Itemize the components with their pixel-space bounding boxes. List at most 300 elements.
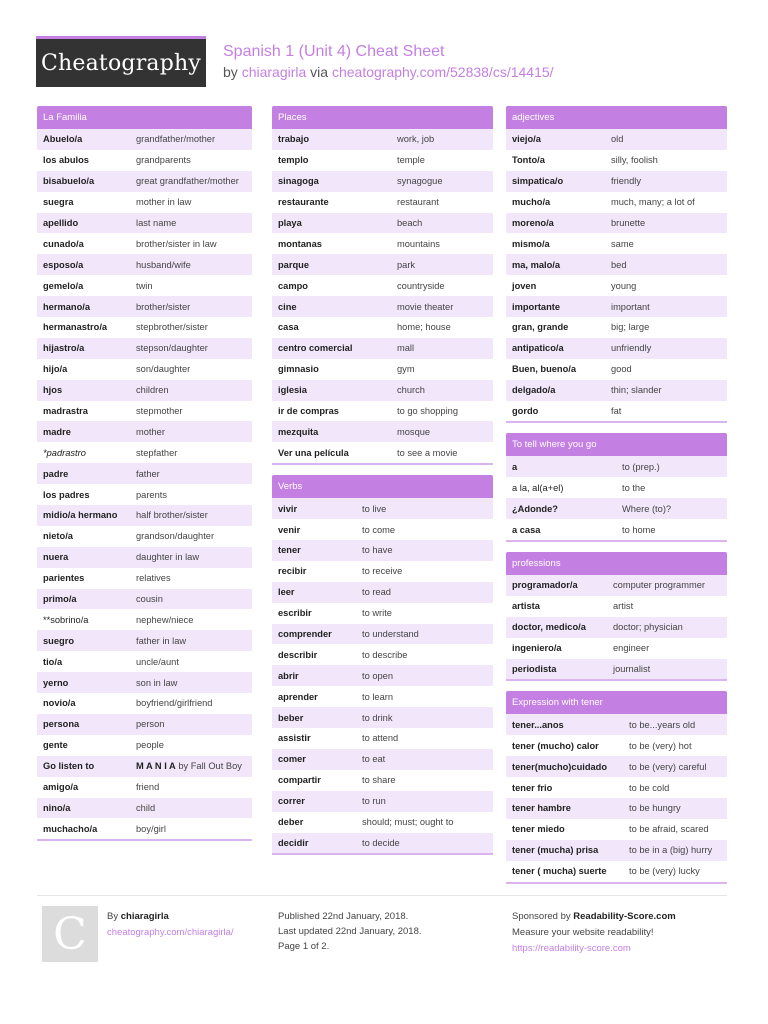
row-term: midio/a hermano — [43, 510, 118, 521]
table-row — [506, 861, 727, 882]
row-definition: to decide — [362, 837, 400, 848]
table-row — [37, 129, 252, 150]
row-definition: son/daughter — [136, 364, 191, 375]
table-row — [37, 589, 252, 610]
section-verbs — [272, 475, 493, 855]
table-row — [37, 484, 252, 505]
section-rows — [37, 129, 252, 839]
row-definition-bold: M A N I A — [136, 761, 176, 772]
table-row — [506, 213, 727, 234]
row-definition: home; house — [397, 322, 451, 333]
table-row — [506, 575, 727, 596]
table-row — [272, 749, 493, 770]
sponsor-link[interactable]: https://readability-score.com — [512, 943, 631, 954]
section-places — [272, 106, 493, 465]
row-definition: boyfriend/girlfriend — [136, 698, 213, 709]
table-row — [37, 547, 252, 568]
row-term: gemelo/a — [43, 280, 84, 291]
footer-dates — [278, 909, 422, 954]
row-term: tener(mucho)cuidado — [512, 761, 608, 772]
table-row — [506, 171, 727, 192]
table-row — [272, 421, 493, 442]
row-definition-rest: by Fall Out Boy — [175, 761, 242, 772]
row-term: tener miedo — [512, 824, 565, 835]
row-definition: stepfather — [136, 447, 178, 458]
page-title: Spanish 1 (Unit 4) Cheat Sheet — [223, 43, 445, 60]
row-term: tener frio — [512, 782, 553, 793]
row-term: mucho/a — [512, 197, 551, 208]
table-row — [272, 338, 493, 359]
row-term: yerno — [43, 677, 69, 688]
table-row — [272, 442, 493, 463]
row-term: leer — [278, 587, 295, 598]
row-term: gran, grande — [512, 322, 569, 333]
row-definition: synagogue — [397, 176, 443, 187]
row-definition: twin — [136, 280, 153, 291]
row-definition: brunette — [611, 218, 646, 228]
row-term: gente — [43, 740, 68, 751]
row-term: ir de compras — [278, 406, 339, 417]
row-definition: journalist — [613, 664, 651, 675]
row-term: artista — [512, 601, 540, 612]
table-row — [37, 693, 252, 714]
row-term: ma, malo/a — [512, 259, 561, 270]
row-definition: people — [136, 740, 164, 751]
section-rows — [506, 129, 727, 421]
row-definition: to have — [362, 545, 393, 556]
row-definition: great grandfather/mother — [136, 176, 239, 187]
table-row — [37, 317, 252, 338]
table-row — [506, 401, 727, 422]
row-definition: church — [397, 385, 425, 396]
table-row — [37, 756, 252, 777]
row-term: delgado/a — [512, 385, 556, 396]
table-row — [506, 477, 727, 498]
row-term: amigo/a — [43, 782, 79, 793]
row-term: **sobrino/a — [43, 614, 89, 625]
row-term: esposo/a — [43, 259, 84, 270]
row-definition: to read — [362, 587, 391, 598]
row-definition: to share — [362, 775, 396, 786]
table-row — [506, 317, 727, 338]
table-row — [506, 233, 727, 254]
row-definition: countryside — [397, 280, 445, 291]
row-term: Go listen to — [43, 761, 95, 772]
row-definition: same — [611, 238, 634, 249]
table-row — [37, 568, 252, 589]
row-definition: to understand — [362, 629, 419, 640]
row-term: persona — [43, 719, 80, 730]
row-definition: to be...years old — [629, 719, 696, 730]
row-definition: to (prep.) — [622, 461, 660, 472]
row-definition: bed — [611, 259, 627, 270]
table-row — [37, 526, 252, 547]
row-definition: to be (very) hot — [629, 740, 692, 751]
row-term: Ver una película — [278, 447, 349, 458]
table-row — [506, 735, 727, 756]
table-row — [37, 442, 252, 463]
footer-sponsored-by: Sponsored by — [512, 911, 571, 922]
row-definition: to see a movie — [397, 447, 458, 458]
row-term: correr — [278, 796, 305, 807]
row-definition: friend — [136, 782, 160, 793]
row-definition: work, job — [397, 134, 435, 145]
row-definition: half brother/sister — [136, 510, 208, 521]
row-term: abrir — [278, 670, 299, 681]
table-row — [506, 275, 727, 296]
row-term: tener — [278, 545, 301, 556]
table-row — [37, 630, 252, 651]
row-term: cunado/a — [43, 238, 84, 249]
table-row — [37, 213, 252, 234]
row-definition: much, many; a lot of — [611, 197, 695, 208]
row-term: novio/a — [43, 698, 76, 709]
row-term: deber — [278, 817, 304, 828]
section-title: Verbs — [272, 475, 493, 498]
row-definition: to the — [622, 482, 646, 493]
row-term: trabajo — [278, 134, 309, 145]
row-term: periodista — [512, 664, 557, 675]
row-definition: artist — [613, 601, 634, 612]
sponsor-name[interactable]: Readability-Score.com — [573, 911, 676, 922]
row-definition: park — [397, 259, 416, 270]
table-row — [272, 603, 493, 624]
row-term: Abuelo/a — [43, 134, 83, 145]
row-definition: doctor; physician — [613, 622, 683, 633]
row-term: madrastra — [43, 406, 88, 417]
table-row — [37, 233, 252, 254]
row-term: restaurante — [278, 197, 329, 208]
table-row — [506, 338, 727, 359]
row-term: mismo/a — [512, 238, 550, 249]
table-row — [272, 171, 493, 192]
table-row — [506, 756, 727, 777]
table-row — [37, 296, 252, 317]
table-row — [37, 275, 252, 296]
table-row — [506, 617, 727, 638]
footer-author-name[interactable]: chiaragirla — [120, 911, 169, 922]
row-term: hermano/a — [43, 301, 91, 312]
row-definition: cousin — [136, 594, 163, 605]
row-term: ingeniero/a — [512, 643, 562, 654]
row-term: venir — [278, 524, 301, 535]
table-row — [506, 359, 727, 380]
row-term: joven — [512, 280, 537, 291]
row-definition: to be in a (big) hurry — [629, 845, 713, 856]
row-definition: mother in law — [136, 197, 192, 208]
row-definition: thin; slander — [611, 385, 662, 396]
row-term: comer — [278, 754, 306, 765]
row-term: describir — [278, 649, 318, 660]
table-row — [37, 380, 252, 401]
table-row — [37, 338, 252, 359]
footer-divider — [37, 895, 727, 896]
row-term: beber — [278, 712, 304, 723]
row-term: padre — [43, 468, 69, 479]
row-term: sinagoga — [278, 176, 319, 187]
row-term: tener...anos — [512, 719, 564, 730]
row-definition: old — [611, 134, 624, 145]
row-term: los abulos — [43, 155, 89, 166]
row-definition: to learn — [362, 691, 394, 702]
column-1 — [37, 106, 252, 851]
table-row — [37, 254, 252, 275]
row-definition: to be (very) careful — [629, 761, 707, 772]
cheatography-logo[interactable]: Cheatography — [36, 36, 206, 87]
table-row — [37, 651, 252, 672]
row-term: simpatica/o — [512, 176, 564, 187]
byline-by: by — [223, 64, 238, 80]
sheet-url-link[interactable]: cheatography.com/52838/cs/14415/ — [331, 64, 554, 80]
table-row — [272, 519, 493, 540]
table-row — [37, 401, 252, 422]
row-term: programador/a — [512, 580, 578, 591]
row-definition: to come — [362, 524, 396, 535]
table-row — [272, 233, 493, 254]
row-definition: to live — [362, 503, 387, 514]
row-term: tener ( mucha) suerte — [512, 866, 607, 877]
row-term: escribir — [278, 608, 312, 619]
table-row — [506, 129, 727, 150]
section-where-you-go — [506, 433, 727, 542]
row-term: parientes — [43, 573, 85, 584]
table-row — [272, 380, 493, 401]
row-term: playa — [278, 218, 302, 228]
row-term: hijo/a — [43, 364, 68, 375]
byline-via: via — [310, 64, 329, 80]
table-row — [37, 818, 252, 839]
row-term: a — [512, 461, 518, 472]
table-row — [272, 275, 493, 296]
row-definition: beach — [397, 218, 423, 228]
row-definition: computer programmer — [613, 580, 705, 591]
row-definition: child — [136, 802, 156, 813]
table-row — [37, 171, 252, 192]
row-definition: father in law — [136, 635, 187, 646]
row-definition: to run — [362, 796, 386, 807]
row-definition: stepson/daughter — [136, 343, 208, 354]
row-definition: mother — [136, 426, 165, 437]
row-definition: children — [136, 385, 169, 396]
row-definition: grandfather/mother — [136, 134, 216, 145]
row-definition: gym — [397, 364, 415, 375]
row-definition: daughter in law — [136, 552, 200, 563]
row-definition: Where (to)? — [622, 503, 672, 514]
section-rows — [506, 456, 727, 540]
table-row — [506, 192, 727, 213]
section-rows — [272, 129, 493, 463]
section-title: Places — [272, 106, 493, 129]
section-title: La Familia — [37, 106, 252, 129]
row-term: muchacho/a — [43, 823, 98, 834]
row-term: aprender — [278, 691, 318, 702]
row-term: doctor, medico/a — [512, 622, 586, 633]
row-definition: important — [611, 301, 650, 312]
row-definition: to open — [362, 670, 394, 681]
table-row — [506, 798, 727, 819]
row-definition: relatives — [136, 573, 171, 584]
section-rows — [272, 498, 493, 853]
row-definition: good — [611, 364, 632, 375]
row-definition: should; must; ought to — [362, 817, 454, 828]
section-title: To tell where you go — [506, 433, 727, 456]
row-term: antipatico/a — [512, 343, 564, 354]
row-definition: to be afraid, scared — [629, 824, 709, 835]
row-definition: nephew/niece — [136, 614, 194, 625]
row-term: nino/a — [43, 802, 71, 813]
avatar[interactable]: C — [42, 906, 98, 962]
row-definition: stepbrother/sister — [136, 322, 208, 333]
row-term: moreno/a — [512, 218, 554, 228]
table-row — [272, 296, 493, 317]
table-row — [506, 456, 727, 477]
row-definition: young — [611, 280, 637, 291]
table-row — [506, 296, 727, 317]
table-row — [272, 644, 493, 665]
row-definition: grandson/daughter — [136, 531, 215, 542]
table-row — [272, 213, 493, 234]
row-definition: to eat — [362, 754, 386, 765]
table-row — [37, 192, 252, 213]
row-definition: mountains — [397, 238, 440, 249]
table-row — [506, 659, 727, 680]
table-row — [37, 463, 252, 484]
row-term: templo — [278, 155, 309, 166]
table-row — [506, 254, 727, 275]
row-term: suegra — [43, 197, 74, 208]
row-definition: unfriendly — [611, 343, 652, 354]
row-definition: son in law — [136, 677, 178, 688]
table-row — [506, 840, 727, 861]
row-term: comprender — [278, 629, 332, 640]
table-row — [506, 777, 727, 798]
row-term: viejo/a — [512, 134, 541, 145]
section-expression-with-tener — [506, 691, 727, 883]
table-row — [37, 421, 252, 442]
row-term: Tonto/a — [512, 155, 545, 166]
author-link[interactable]: chiaragirla — [241, 64, 307, 80]
row-term: gimnasio — [278, 364, 319, 375]
row-definition: brother/sister — [136, 301, 191, 312]
row-term: madre — [43, 426, 71, 437]
row-definition: husband/wife — [136, 259, 191, 270]
table-row — [37, 672, 252, 693]
row-definition: to be hungry — [629, 803, 681, 814]
row-term: campo — [278, 280, 308, 291]
row-term: tener hambre — [512, 803, 571, 814]
footer-author-link[interactable]: cheatography.com/chiaragirla/ — [107, 927, 234, 938]
row-definition: father — [136, 468, 160, 479]
table-row — [506, 596, 727, 617]
row-term: primo/a — [43, 594, 77, 605]
table-row — [37, 359, 252, 380]
row-term: iglesia — [278, 385, 307, 396]
row-term: a la, al(a+el) — [512, 482, 564, 493]
row-term: assistir — [278, 733, 311, 744]
section-adjectives — [506, 106, 727, 423]
table-row — [37, 150, 252, 171]
row-definition: to go shopping — [397, 406, 458, 417]
table-row — [272, 665, 493, 686]
table-row — [506, 380, 727, 401]
row-term: tener (mucha) prisa — [512, 845, 599, 856]
table-row — [506, 498, 727, 519]
table-row — [272, 582, 493, 603]
table-row — [506, 519, 727, 540]
row-definition — [136, 761, 242, 771]
table-row — [272, 728, 493, 749]
section-title: adjectives — [506, 106, 727, 129]
row-definition: restaurant — [397, 197, 439, 208]
row-term: a casa — [512, 524, 541, 535]
table-row — [272, 317, 493, 338]
row-term: hermanastro/a — [43, 322, 108, 333]
table-row — [272, 129, 493, 150]
table-row — [272, 812, 493, 833]
table-row — [272, 359, 493, 380]
section-professions — [506, 552, 727, 681]
row-term: mezquita — [278, 426, 319, 437]
row-term: los padres — [43, 489, 90, 500]
row-definition: brother/sister in law — [136, 238, 217, 249]
section-rows — [506, 575, 727, 679]
table-row — [37, 798, 252, 819]
row-term: nuera — [43, 552, 69, 563]
row-term: hijastro/a — [43, 343, 85, 354]
row-term: casa — [278, 322, 299, 333]
footer-by: By — [107, 911, 119, 922]
row-definition: parents — [136, 489, 168, 500]
row-definition: big; large — [611, 322, 650, 333]
row-term: tener (mucho) calor — [512, 740, 599, 751]
row-definition: uncle/aunt — [136, 656, 179, 667]
row-term: nieto/a — [43, 531, 73, 542]
row-definition: engineer — [613, 643, 650, 654]
section-title: Expression with tener — [506, 691, 727, 714]
row-term: recibir — [278, 566, 307, 577]
row-term: parque — [278, 259, 309, 270]
row-definition: to be cold — [629, 782, 670, 793]
table-row — [272, 686, 493, 707]
table-row — [506, 819, 727, 840]
row-term: montanas — [278, 238, 322, 249]
table-row — [272, 401, 493, 422]
row-term: suegro — [43, 635, 74, 646]
row-definition: to attend — [362, 733, 399, 744]
row-definition: movie theater — [397, 301, 454, 312]
table-row — [272, 498, 493, 519]
table-row — [272, 770, 493, 791]
table-row — [506, 638, 727, 659]
row-term: compartir — [278, 775, 321, 786]
row-term: tio/a — [43, 656, 63, 667]
footer-updated: Last updated 22nd January, 2018. — [278, 926, 422, 937]
table-row — [506, 150, 727, 171]
row-definition: person — [136, 719, 165, 730]
row-term: ¿Adonde? — [512, 503, 558, 514]
byline — [223, 64, 554, 80]
row-definition: mosque — [397, 426, 431, 437]
table-row — [272, 561, 493, 582]
table-row — [37, 777, 252, 798]
column-2 — [272, 106, 493, 865]
row-term: cine — [278, 301, 297, 312]
sponsor-tagline: Measure your website readability! — [512, 927, 654, 938]
row-term: importante — [512, 301, 561, 312]
footer-sponsor — [512, 909, 676, 957]
row-definition: fat — [611, 406, 622, 417]
row-definition: temple — [397, 155, 425, 166]
